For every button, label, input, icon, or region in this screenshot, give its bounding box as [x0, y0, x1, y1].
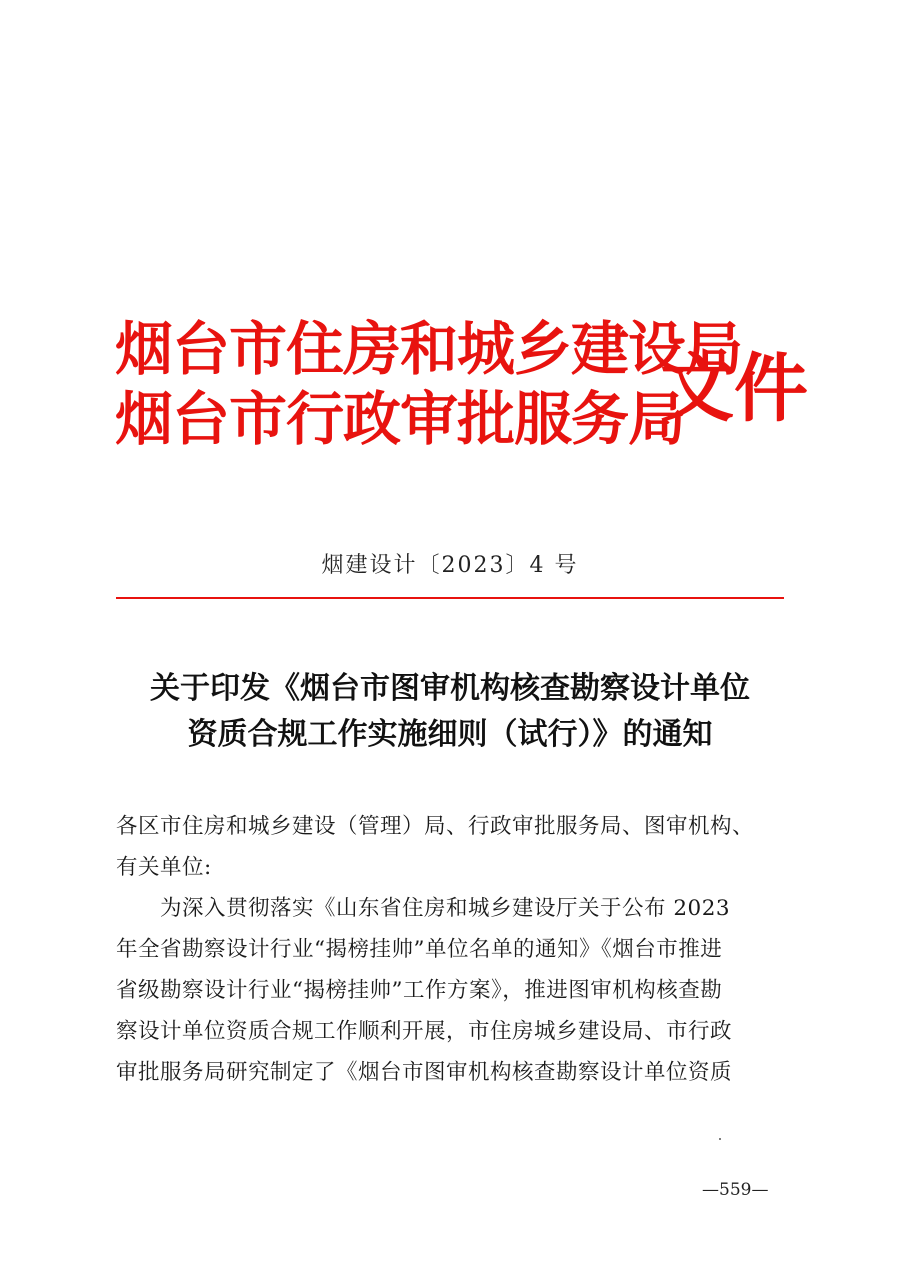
body-line: 审批服务局研究制定了《烟台市图审机构核查勘察设计单位资质	[116, 1060, 733, 1085]
body-line: 有关单位:	[116, 855, 212, 880]
stray-dot	[719, 1138, 721, 1140]
document-title-line-1: 关于印发《烟台市图审机构核查勘察设计单位	[150, 671, 750, 706]
document-type-label: 文件	[660, 346, 808, 432]
page-number: —559—	[702, 1180, 769, 1200]
body-line: 察设计单位资质合规工作顺利开展，市住房城乡建设局、市行政	[116, 1019, 733, 1044]
issuing-org-2: 烟台市行政审批服务局	[115, 385, 686, 453]
red-header	[115, 306, 808, 476]
issuing-org-1: 烟台市住房和城乡建设局	[115, 315, 743, 383]
document-number: 烟建设计〔2023〕4 号	[321, 553, 579, 578]
document-title-line-2: 资质合规工作实施细则（试行）》的通知	[187, 717, 713, 752]
red-divider-line	[116, 597, 784, 599]
body-line: 为深入贯彻落实《山东省住房和城乡建设厅关于公布 2023	[116, 896, 731, 921]
body-line: 年全省勘察设计行业“揭榜挂帅”单位名单的通知》《烟台市推进	[116, 937, 723, 962]
body-line: 省级勘察设计行业“揭榜挂帅”工作方案》，推进图审机构核查勘	[116, 978, 723, 1003]
body-line: 各区市住房和城乡建设（管理）局、行政审批服务局、图审机构、	[116, 814, 755, 839]
